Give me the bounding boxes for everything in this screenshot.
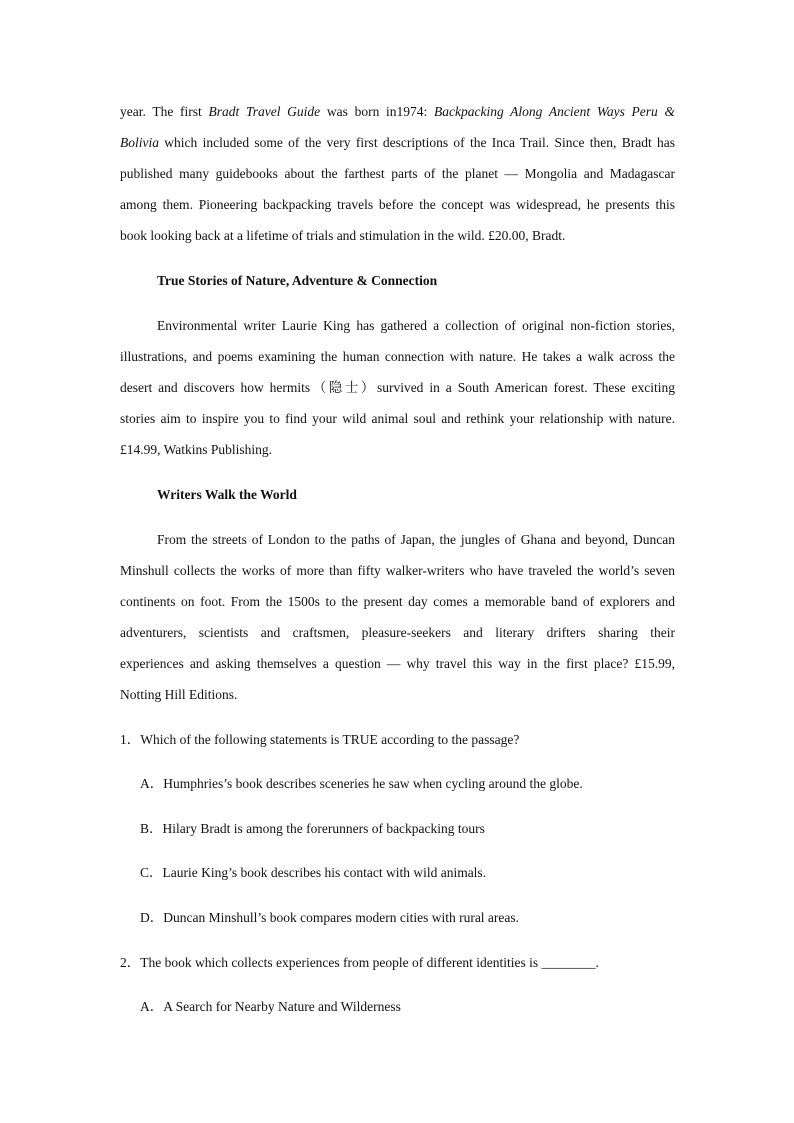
text-line: among them. Pioneering backpacking travels before the concept was widespread, he presents this: [120, 197, 675, 212]
option-a: A．Humphries’s book describes sceneries he saw when cycling around the globe.: [140, 776, 583, 791]
text-line: £14.99, Watkins Publishing.: [120, 442, 273, 457]
question-stem: 2．The book which collects experiences from people of different identities is ________.: [120, 955, 599, 970]
text-line: published many guidebooks about the farthest parts of the planet — Mongolia and Madagascar: [120, 166, 675, 181]
text-line: Notting Hill Editions.: [120, 687, 238, 702]
text-line: book looking back at a lifetime of trials and stimulation in the wild. £20.00, Bradt.: [120, 228, 566, 243]
option-d: D．Duncan Minshull’s book compares modern cities with rural areas.: [140, 910, 520, 925]
text: which included some of the very first descriptions of the Inca Trail. Since then, Bradt has: [159, 135, 675, 150]
book-title: Backpacking Along Ancient Ways Peru &: [434, 104, 675, 119]
text: was born in1974:: [320, 104, 434, 119]
text-line: [120, 104, 675, 120]
text: year. The first: [120, 104, 209, 119]
question-stem: 1．Which of the following statements is TRUE according to the passage?: [120, 732, 520, 747]
book-title: Bolivia: [120, 135, 159, 150]
option-c: C．Laurie King’s book describes his contact with wild animals.: [140, 865, 487, 880]
section-heading: Writers Walk the World: [157, 487, 297, 502]
text-line: continents on foot. From the 1500s to the present day comes a memorable band of explorers and: [120, 594, 675, 609]
text-line: desert and discovers how hermits（隐士）survived in a South American forest. These exciting: [120, 380, 675, 395]
text-line: adventurers, scientists and craftsmen, pleasure-seekers and literary drifters sharing their: [120, 625, 675, 640]
option-a: A．A Search for Nearby Nature and Wilderness: [140, 999, 401, 1014]
text-line: experiences and asking themselves a question — why travel this way in the first place? £15.99,: [120, 656, 675, 671]
text-line: illustrations, and poems examining the human connection with nature. He takes a walk across the: [120, 349, 675, 364]
text-line: stories aim to inspire you to find your wild animal soul and rethink your relationship with nature.: [120, 411, 675, 426]
text-line: Environmental writer Laurie King has gathered a collection of original non-fiction stories,: [157, 318, 675, 333]
text-line: From the streets of London to the paths of Japan, the jungles of Ghana and beyond, Duncan: [157, 532, 675, 547]
book-title: Bradt Travel Guide: [208, 104, 321, 119]
section-heading: True Stories of Nature, Adventure & Connection: [157, 273, 438, 288]
text-line: Minshull collects the works of more than fifty walker-writers who have traveled the world’s seven: [120, 563, 675, 578]
text-line: [120, 135, 675, 151]
option-b: B．Hilary Bradt is among the forerunners of backpacking tours: [140, 821, 485, 836]
